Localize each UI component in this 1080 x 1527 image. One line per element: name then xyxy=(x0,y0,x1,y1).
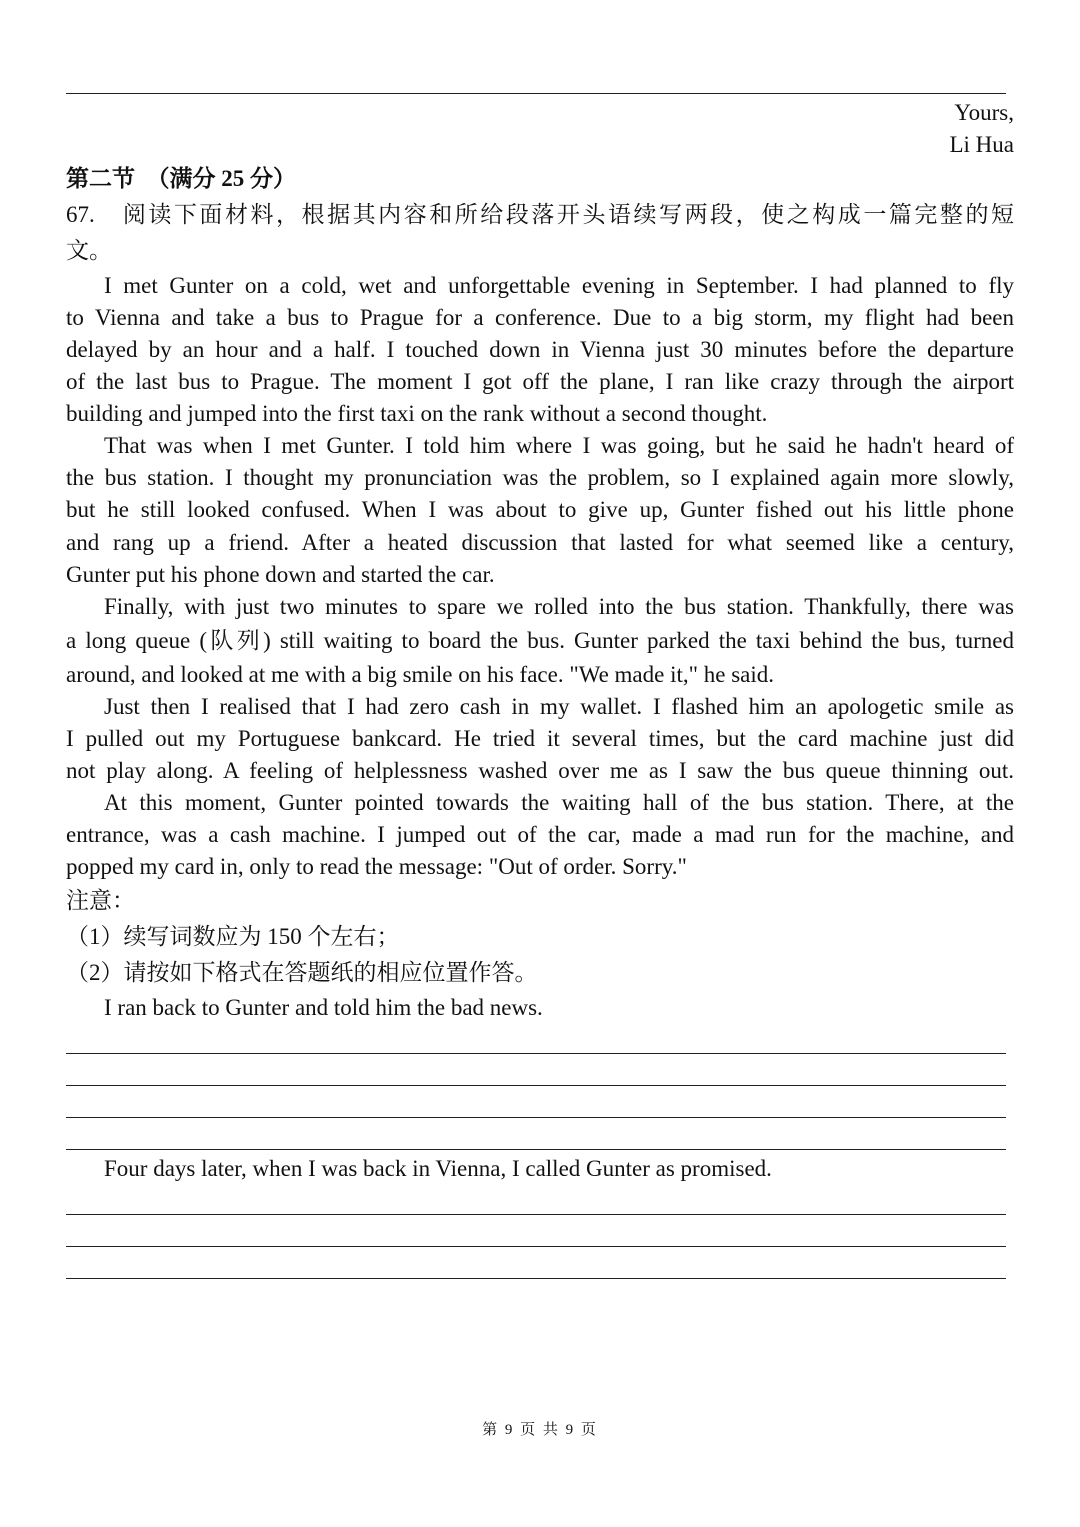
passage-line: Just then I realised that I had zero cash in my wallet. I flashed him an apologetic smile as xyxy=(104,694,1014,719)
section-title: 第二节 （满分 25 分） xyxy=(66,166,296,191)
passage-line: and rang up a friend. After a heated discussion that lasted for what seemed like a century, xyxy=(66,530,1014,555)
passage-line: to Vienna and take a bus to Prague for a conference. Due to a big storm, my flight had been xyxy=(66,305,1014,330)
letter-closing: Yours, xyxy=(954,100,1014,125)
notes-item: （1）续写词数应为 150 个左右； xyxy=(66,924,400,949)
passage-line: That was when I met Gunter. I told him where I was going, but he said he hadn't heard of xyxy=(104,433,1014,458)
passage-line: Gunter put his phone down and started the car. xyxy=(66,562,495,587)
passage-line: building and jumped into the first taxi on the rank without a second thought. xyxy=(66,401,768,426)
passage-line: around, and looked at me with a big smile on his face. "We made it," he said. xyxy=(66,662,775,687)
passage-line: not play along. A feeling of helplessness washed over me as I saw the bus queue thinning out. xyxy=(66,758,1014,783)
page-number: 第 9 页 共 9 页 xyxy=(482,1422,598,1438)
letter-signature: Li Hua xyxy=(949,132,1014,157)
answer-line xyxy=(66,1246,1006,1247)
answer-line-top xyxy=(66,93,1006,94)
notes-item: （2）请按如下格式在答题纸的相应位置作答。 xyxy=(66,960,538,985)
passage-line: Finally, with just two minutes to spare we rolled into the bus station. Thankfully, there was xyxy=(104,594,1014,619)
passage-line: the bus station. I thought my pronunciation was the problem, so I explained again more slowly, xyxy=(66,465,1014,490)
passage-line: a long queue (队列) still waiting to board the bus. Gunter parked the taxi behind the bus, turned xyxy=(66,628,1014,653)
answer-line xyxy=(66,1149,1006,1150)
question-instruction-line-1: 67. 阅读下面材料，根据其内容和所给段落开头语续写两段，使之构成一篇完整的短 xyxy=(66,202,1014,227)
passage-line: I met Gunter on a cold, wet and unforgettable evening in September. I had planned to fly xyxy=(104,273,1014,298)
answer-line xyxy=(66,1214,1006,1215)
passage-line: At this moment, Gunter pointed towards the waiting hall of the bus station. There, at the xyxy=(104,790,1014,815)
passage-line: but he still looked confused. When I was about to give up, Gunter fished out his little phone xyxy=(66,497,1014,522)
passage-line: I pulled out my Portuguese bankcard. He tried it several times, but the card machine just did xyxy=(66,726,1014,751)
answer-line xyxy=(66,1117,1006,1118)
notes-title: 注意： xyxy=(66,888,135,913)
answer-line xyxy=(66,1053,1006,1054)
continuation-prompt-2: Four days later, when I was back in Vienna, I called Gunter as promised. xyxy=(104,1156,772,1181)
passage-line: popped my card in, only to read the message: "Out of order. Sorry." xyxy=(66,854,687,879)
passage-line: entrance, was a cash machine. I jumped out of the car, made a mad run for the machine, and xyxy=(66,822,1014,847)
passage-line: delayed by an hour and a half. I touched down in Vienna just 30 minutes before the departure xyxy=(66,337,1014,362)
answer-line xyxy=(66,1278,1006,1279)
answer-line xyxy=(66,1085,1006,1086)
question-instruction-line-2: 文。 xyxy=(66,238,112,263)
passage-line: of the last bus to Prague. The moment I got off the plane, I ran like crazy through the airport xyxy=(66,369,1014,394)
continuation-prompt-1: I ran back to Gunter and told him the bad news. xyxy=(104,995,543,1020)
